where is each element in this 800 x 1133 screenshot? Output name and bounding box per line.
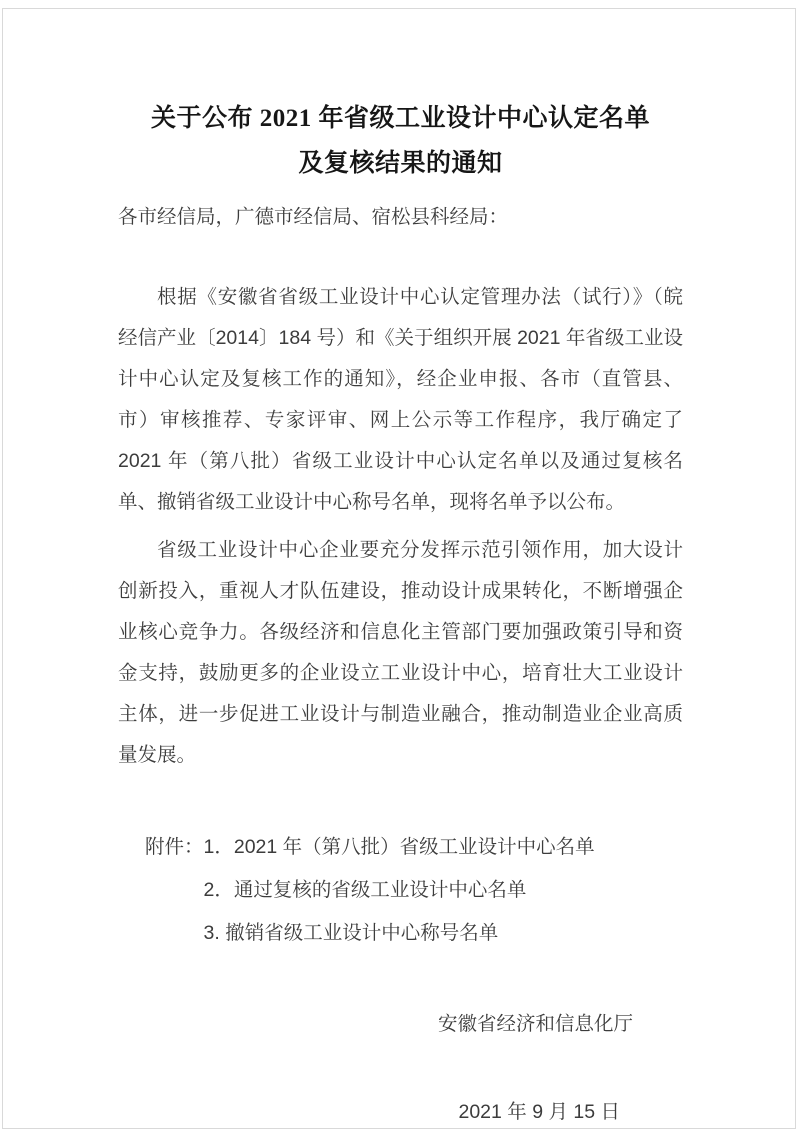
document-title-line2: 及复核结果的通知: [298, 150, 503, 177]
attachments-label: 附件：: [145, 836, 204, 858]
attachments-list: [204, 826, 683, 955]
body-paragraph-2: 省级工业设计中心企业要充分发挥示范引领作用，加大设计创新投入，重视人才队伍建设，推动设计成果转化，不断增强企业核心竞争力。各级经济和信息化主管部门要加强政策引导和资金支持，鼓励更多的企业设立工业设计中心，培育壮大工业设计主体，进一步促进工业设计与制造业融合，推动制造业企业高质量发展。: [118, 539, 683, 766]
salutation: 各市经信局，广德市经信局、宿松县科经局：: [118, 206, 509, 228]
document-date: 2021 年 9 月 15 日: [458, 1101, 620, 1123]
document-title-line1: 关于公布 2021 年省级工业设计中心认定名单: [150, 105, 650, 132]
document-title: [118, 96, 683, 186]
attachments-block: [145, 826, 683, 955]
issuing-authority-signature: 安徽省经济和信息化厅: [437, 1013, 633, 1035]
attachment-item-2: 2．通过复核的省级工业设计中心名单: [203, 879, 527, 901]
attachment-item-3: 3. 撤销省级工业设计中心称号名单: [203, 922, 499, 944]
body-paragraph-1: 根据《安徽省省级工业设计中心认定管理办法（试行）》（皖经信产业〔2014〕184 号）和《关于组织开展 2021 年省级工业设计中心认定及复核工作的通知》，经企业申报、各市（直管县、市）审核推荐、专家评审、网上公示等工作程序，我厅确定了 2021 年（第八批）省级工业设计中心认定名单以及通过复核名单、撤销省级工业设计中心称号名单，现将名单予以公布。: [118, 286, 683, 513]
attachment-item-1: 1．2021 年（第八批）省级工业设计中心名单: [203, 836, 595, 858]
